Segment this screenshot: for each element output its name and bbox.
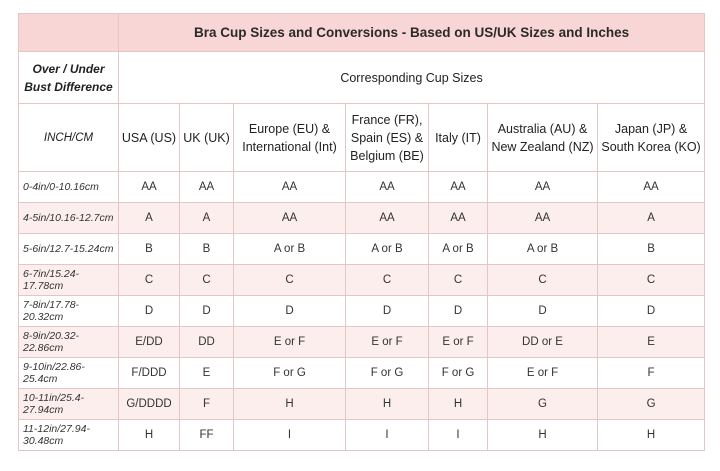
cup-size-cell-france-spain-belgium: AA xyxy=(346,172,429,203)
cup-size-cell-japan-south-korea: A xyxy=(598,203,705,234)
cup-size-cell-france-spain-belgium: A or B xyxy=(346,234,429,265)
cup-size-cell-usa: AA xyxy=(119,172,180,203)
cup-size-cell-usa: C xyxy=(119,265,180,296)
column-header-france-spain-belgium-line1: France (FR), xyxy=(351,112,423,127)
cup-size-cell-europe-international: A or B xyxy=(234,234,346,265)
column-header-japan-south-korea-line2: South Korea (KO) xyxy=(601,139,701,154)
cup-size-cell-usa: A xyxy=(119,203,180,234)
cup-size-cell-uk: B xyxy=(180,234,234,265)
cup-size-cell-italy: A or B xyxy=(429,234,488,265)
cup-size-cell-australia-new-zealand: A or B xyxy=(488,234,598,265)
column-header-usa xyxy=(119,104,180,172)
cup-size-cell-uk: D xyxy=(180,296,234,327)
cup-size-cell-france-spain-belgium: I xyxy=(346,420,429,451)
cup-size-cell-europe-international: C xyxy=(234,265,346,296)
cup-size-cell-italy: D xyxy=(429,296,488,327)
bust-difference-cell: 9-10in/22.86-25.4cm xyxy=(19,358,119,389)
cup-size-cell-europe-international: AA xyxy=(234,172,346,203)
cup-size-cell-japan-south-korea: E xyxy=(598,327,705,358)
cup-size-cell-uk: F xyxy=(180,389,234,420)
column-header-france-spain-belgium xyxy=(346,104,429,172)
column-header-italy xyxy=(429,104,488,172)
cup-size-cell-usa: B xyxy=(119,234,180,265)
inch-cm-header: INCH/CM xyxy=(19,104,119,172)
bust-difference-cell: 11-12in/27.94-30.48cm xyxy=(19,420,119,451)
cup-size-cell-japan-south-korea: B xyxy=(598,234,705,265)
table-row xyxy=(19,296,705,327)
cup-size-cell-france-spain-belgium: D xyxy=(346,296,429,327)
cup-size-cell-france-spain-belgium: F or G xyxy=(346,358,429,389)
bust-difference-line2: Bust Difference xyxy=(24,79,113,94)
cup-size-cell-uk: DD xyxy=(180,327,234,358)
cup-size-cell-italy: AA xyxy=(429,203,488,234)
corresponding-cup-sizes-header: Corresponding Cup Sizes xyxy=(119,52,705,104)
column-header-uk-line1: UK (UK) xyxy=(183,130,230,145)
cup-size-cell-uk: FF xyxy=(180,420,234,451)
cup-size-cell-japan-south-korea: D xyxy=(598,296,705,327)
table-row xyxy=(19,327,705,358)
cup-size-cell-uk: E xyxy=(180,358,234,389)
cup-size-cell-italy: I xyxy=(429,420,488,451)
column-header-europe-international-line1: Europe (EU) & xyxy=(248,121,331,136)
cup-size-cell-australia-new-zealand: C xyxy=(488,265,598,296)
cup-size-cell-italy: E or F xyxy=(429,327,488,358)
cup-size-cell-europe-international: D xyxy=(234,296,346,327)
cup-size-cell-uk: C xyxy=(180,265,234,296)
table-title: Bra Cup Sizes and Conversions - Based on US/UK Sizes and Inches xyxy=(119,14,705,52)
cup-size-cell-uk: A xyxy=(180,203,234,234)
cup-size-cell-italy: F or G xyxy=(429,358,488,389)
cup-size-cell-japan-south-korea: H xyxy=(598,420,705,451)
column-header-italy-line1: Italy (IT) xyxy=(435,130,481,145)
cup-size-cell-europe-international: H xyxy=(234,389,346,420)
bust-difference-cell: 4-5in/10.16-12.7cm xyxy=(19,203,119,234)
column-header-uk xyxy=(180,104,234,172)
cup-size-cell-australia-new-zealand: H xyxy=(488,420,598,451)
column-header-australia-new-zealand-line1: Australia (AU) & xyxy=(497,121,588,136)
cup-size-cell-australia-new-zealand: AA xyxy=(488,172,598,203)
cup-size-cell-australia-new-zealand: DD or E xyxy=(488,327,598,358)
bust-difference-cell: 6-7in/15.24-17.78cm xyxy=(19,265,119,296)
bust-difference-cell: 0-4in/0-10.16cm xyxy=(19,172,119,203)
cup-size-cell-europe-international: I xyxy=(234,420,346,451)
column-header-usa-line1: USA (US) xyxy=(121,130,177,145)
cup-size-cell-europe-international: F or G xyxy=(234,358,346,389)
cup-size-cell-australia-new-zealand: G xyxy=(488,389,598,420)
column-header-france-spain-belgium-line3: Belgium (BE) xyxy=(350,148,424,163)
cup-size-cell-france-spain-belgium: C xyxy=(346,265,429,296)
cup-size-cell-usa: G/DDDD xyxy=(119,389,180,420)
cup-size-cell-france-spain-belgium: H xyxy=(346,389,429,420)
cup-size-cell-france-spain-belgium: E or F xyxy=(346,327,429,358)
column-header-australia-new-zealand-line2: New Zealand (NZ) xyxy=(491,139,594,154)
column-header-japan-south-korea-line1: Japan (JP) & xyxy=(614,121,688,136)
bust-difference-header xyxy=(19,52,119,104)
cup-size-cell-usa: D xyxy=(119,296,180,327)
table-row xyxy=(19,234,705,265)
cup-size-cell-japan-south-korea: C xyxy=(598,265,705,296)
cup-size-cell-usa: E/DD xyxy=(119,327,180,358)
bust-difference-cell: 7-8in/17.78-20.32cm xyxy=(19,296,119,327)
cup-size-cell-europe-international: E or F xyxy=(234,327,346,358)
cup-size-cell-japan-south-korea: F xyxy=(598,358,705,389)
cup-size-cell-japan-south-korea: G xyxy=(598,389,705,420)
cup-size-cell-france-spain-belgium: AA xyxy=(346,203,429,234)
column-header-europe-international-line2: International (Int) xyxy=(242,139,337,154)
cup-size-cell-uk: AA xyxy=(180,172,234,203)
table-row xyxy=(19,358,705,389)
cup-size-cell-australia-new-zealand: AA xyxy=(488,203,598,234)
cup-size-cell-italy: H xyxy=(429,389,488,420)
cup-size-cell-italy: AA xyxy=(429,172,488,203)
table-row xyxy=(19,172,705,203)
bust-difference-cell: 10-11in/25.4-27.94cm xyxy=(19,389,119,420)
column-header-australia-new-zealand xyxy=(488,104,598,172)
column-header-france-spain-belgium-line2: Spain (ES) & xyxy=(350,130,424,145)
cup-size-cell-usa: H xyxy=(119,420,180,451)
conversion-table-container xyxy=(18,13,704,451)
table-row xyxy=(19,420,705,451)
bust-difference-cell: 8-9in/20.32-22.86cm xyxy=(19,327,119,358)
cup-size-cell-australia-new-zealand: D xyxy=(488,296,598,327)
cup-size-cell-japan-south-korea: AA xyxy=(598,172,705,203)
cup-size-cell-australia-new-zealand: E or F xyxy=(488,358,598,389)
title-spacer-cell xyxy=(19,14,119,52)
column-header-japan-south-korea xyxy=(598,104,705,172)
column-header-europe-international xyxy=(234,104,346,172)
table-row xyxy=(19,203,705,234)
table-row xyxy=(19,389,705,420)
cup-size-cell-usa: F/DDD xyxy=(119,358,180,389)
bra-size-conversion-table xyxy=(18,13,705,451)
bust-difference-cell: 5-6in/12.7-15.24cm xyxy=(19,234,119,265)
cup-size-cell-italy: C xyxy=(429,265,488,296)
bust-difference-line1: Over / Under xyxy=(32,61,105,76)
cup-size-cell-europe-international: AA xyxy=(234,203,346,234)
table-row xyxy=(19,265,705,296)
